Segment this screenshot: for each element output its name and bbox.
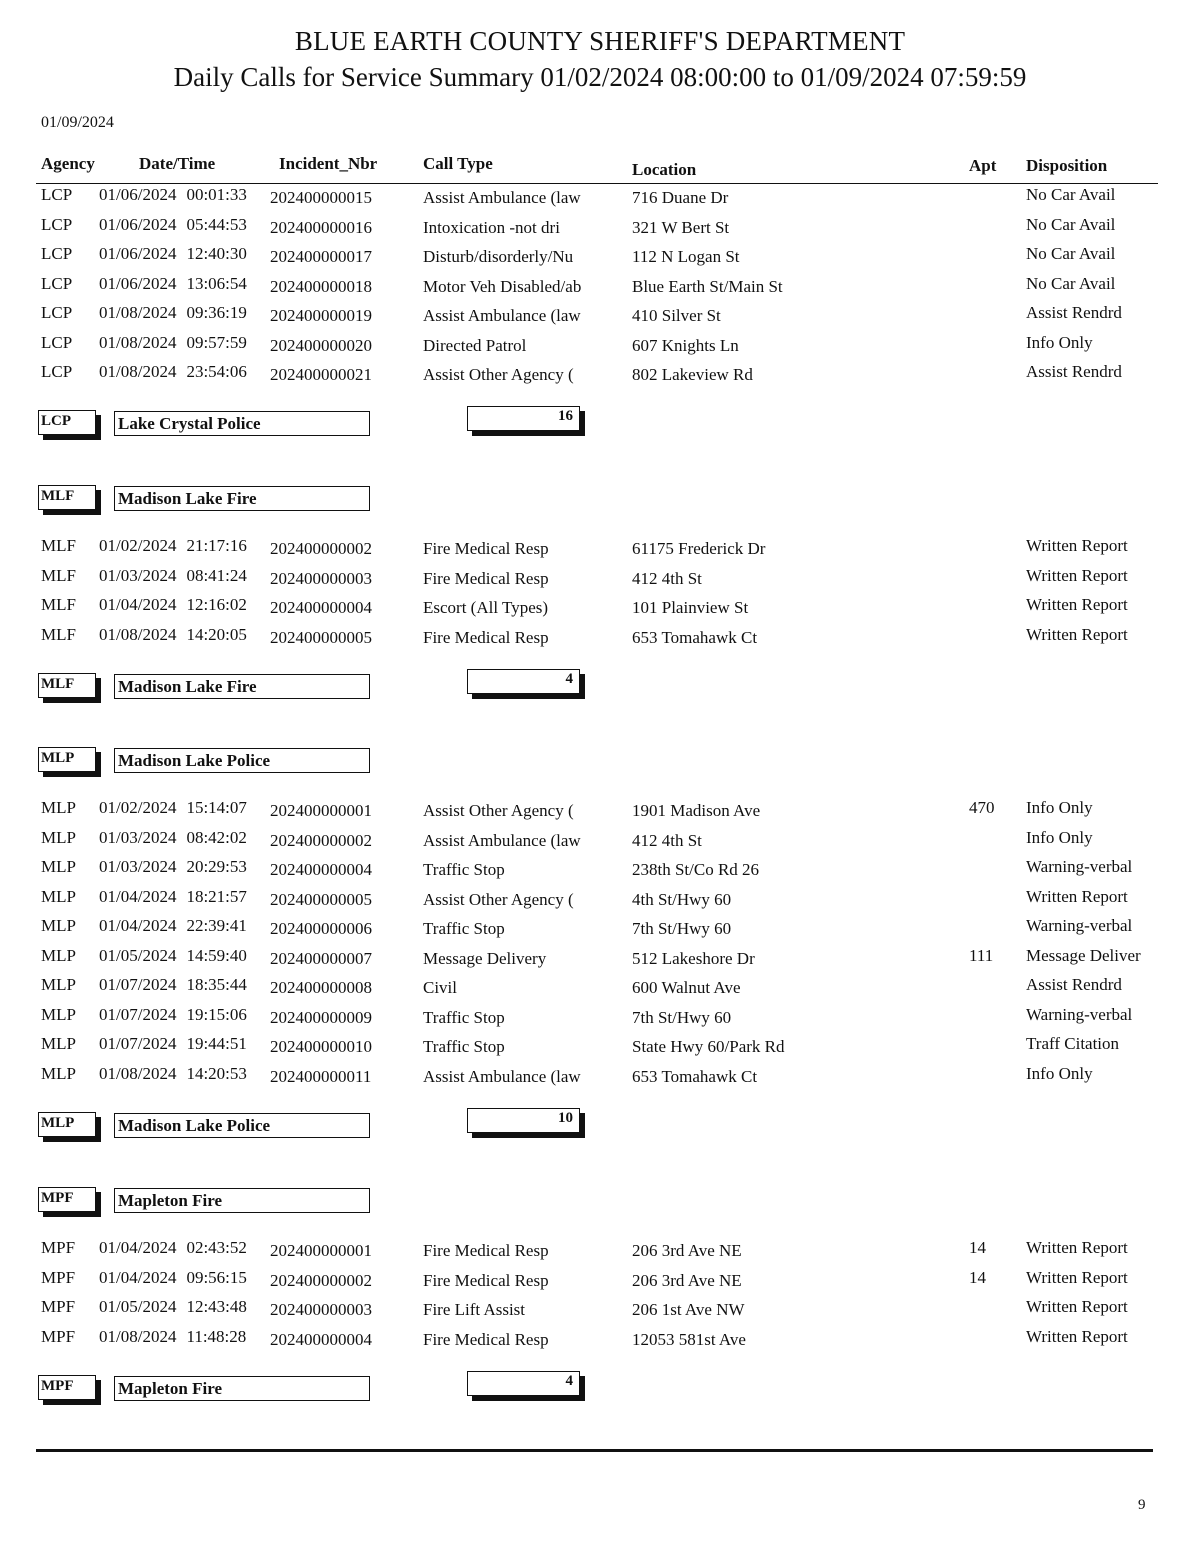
cell-incident: 202400000001: [270, 801, 372, 820]
cell-datetime: [99, 916, 247, 936]
cell-incident: 202400000021: [270, 365, 372, 384]
cell-agency: LCP: [41, 332, 73, 352]
cell-time: 19:44:51: [186, 1034, 247, 1053]
cell-incident: 202400000017: [270, 247, 372, 266]
cell-location: 7th St/Hwy 60: [632, 919, 732, 938]
cell-location: 101 Plainview St: [632, 598, 749, 617]
section-footer-name-badge: Madison Lake Fire: [114, 674, 370, 699]
cell-date: 01/06/2024: [99, 185, 177, 204]
print-date: 01/09/2024: [41, 114, 114, 131]
cell-agency: MLF: [41, 624, 76, 644]
cell-location: 716 Duane Dr: [632, 188, 729, 207]
cell-time: 08:42:02: [186, 827, 247, 847]
cell-disposition: Written Report: [1026, 1238, 1128, 1257]
cell-disposition: No Car Avail: [1026, 244, 1116, 263]
table-row: [0, 536, 1200, 560]
cell-date: 01/05/2024: [99, 1297, 177, 1316]
cell-agency: MPF: [41, 1326, 76, 1346]
cell-location: 410 Silver St: [632, 306, 721, 325]
cell-call-type: Assist Ambulance (law: [423, 188, 581, 207]
cell-time: 12:16:02: [186, 595, 247, 614]
cell-datetime: [99, 975, 247, 995]
cell-time: 14:59:40: [186, 945, 247, 965]
cell-date: 01/08/2024: [99, 332, 177, 352]
cell-datetime: [99, 946, 247, 966]
cell-time: 09:57:59: [186, 332, 247, 352]
cell-time: 18:35:44: [186, 975, 247, 994]
cell-time: 11:48:28: [186, 1326, 247, 1346]
column-header-call-type: Call Type: [423, 154, 493, 173]
column-header-disposition: Disposition: [1026, 156, 1108, 175]
cell-agency: MLP: [41, 886, 76, 906]
cell-disposition: Assist Rendrd: [1026, 303, 1122, 322]
table-row: [0, 215, 1200, 239]
cell-disposition: Written Report: [1026, 1267, 1128, 1287]
cell-disposition: No Car Avail: [1026, 214, 1116, 234]
cell-incident: 202400000019: [270, 306, 372, 325]
cell-datetime: [99, 595, 247, 615]
cell-incident: 202400000016: [270, 217, 372, 237]
cell-agency: MLP: [41, 1004, 76, 1024]
cell-date: 01/08/2024: [99, 1326, 177, 1346]
cell-disposition: Assist Rendrd: [1026, 975, 1122, 994]
column-header-location: Location: [632, 160, 697, 179]
cell-incident: 202400000004: [270, 860, 372, 879]
table-row: [0, 185, 1200, 209]
cell-location: 1901 Madison Ave: [632, 801, 761, 820]
cell-apt: 14: [969, 1267, 986, 1287]
cell-time: 09:56:15: [186, 1267, 247, 1287]
cell-agency: MLP: [41, 916, 76, 935]
cell-datetime: [99, 566, 247, 586]
header-rule: [36, 183, 1158, 184]
cell-agency: MLF: [41, 565, 76, 585]
section-footer-code-badge: LCP: [38, 410, 96, 435]
cell-datetime: [99, 185, 247, 205]
cell-call-type: Assist Other Agency (: [423, 889, 574, 909]
cell-time: 13:06:54: [186, 273, 247, 293]
cell-location: State Hwy 60/Park Rd: [632, 1037, 785, 1056]
section-footer-count-badge: 16: [467, 406, 580, 431]
cell-call-type: Traffic Stop: [423, 1007, 505, 1027]
cell-incident: 202400000005: [270, 627, 372, 647]
cell-apt: 14: [969, 1238, 986, 1257]
cell-agency: MLP: [41, 1063, 76, 1083]
cell-location: 238th St/Co Rd 26: [632, 860, 760, 879]
cell-location: 412 4th St: [632, 830, 702, 850]
cell-time: 20:29:53: [186, 857, 247, 876]
cell-incident: 202400000015: [270, 188, 372, 207]
cell-agency: LCP: [41, 244, 73, 263]
cell-location: 112 N Logan St: [632, 247, 740, 266]
cell-call-type: Traffic Stop: [423, 919, 505, 938]
table-row: [0, 244, 1200, 268]
cell-disposition: No Car Avail: [1026, 273, 1116, 293]
cell-agency: LCP: [41, 303, 73, 322]
cell-date: 01/08/2024: [99, 1063, 177, 1083]
table-row: [0, 625, 1200, 649]
table-row: [0, 1327, 1200, 1351]
cell-call-type: Escort (All Types): [423, 598, 549, 617]
cell-date: 01/07/2024: [99, 975, 177, 994]
cell-call-type: Traffic Stop: [423, 860, 505, 879]
cell-call-type: Fire Medical Resp: [423, 1329, 549, 1349]
cell-time: 19:15:06: [186, 1004, 247, 1024]
cell-date: 01/04/2024: [99, 1267, 177, 1287]
cell-agency: LCP: [41, 185, 73, 204]
cell-datetime: [99, 536, 247, 556]
cell-call-type: Assist Ambulance (law: [423, 830, 581, 850]
cell-incident: 202400000003: [270, 568, 372, 588]
section-footer-code-badge: MLF: [38, 673, 96, 698]
table-row: [0, 916, 1200, 940]
cell-date: 01/08/2024: [99, 362, 177, 381]
cell-disposition: Written Report: [1026, 886, 1128, 906]
table-row: [0, 362, 1200, 386]
cell-disposition: Written Report: [1026, 536, 1128, 555]
cell-agency: MLP: [41, 975, 76, 994]
cell-time: 12:40:30: [186, 244, 247, 263]
cell-incident: 202400000001: [270, 1241, 372, 1260]
cell-datetime: [99, 887, 247, 907]
table-row: [0, 1034, 1200, 1058]
cell-agency: MLF: [41, 595, 76, 614]
cell-call-type: Assist Ambulance (law: [423, 306, 581, 325]
cell-time: 18:21:57: [186, 886, 247, 906]
cell-location: 512 Lakeshore Dr: [632, 948, 755, 968]
cell-date: 01/05/2024: [99, 945, 177, 965]
cell-location: 7th St/Hwy 60: [632, 1007, 732, 1027]
cell-time: 02:43:52: [186, 1238, 247, 1257]
column-header-datetime: Date/Time: [139, 154, 216, 173]
cell-datetime: [99, 1005, 247, 1025]
cell-incident: 202400000005: [270, 889, 372, 909]
cell-agency: MLP: [41, 857, 76, 876]
cell-call-type: Civil: [423, 978, 458, 997]
cell-disposition: Written Report: [1026, 595, 1128, 614]
cell-incident: 202400000007: [270, 948, 372, 968]
cell-datetime: [99, 1034, 247, 1054]
cell-disposition: Written Report: [1026, 1326, 1128, 1346]
column-header-agency: Agency: [41, 154, 95, 173]
cell-incident: 202400000004: [270, 1329, 372, 1349]
cell-incident: 202400000008: [270, 978, 372, 997]
section-header-code-badge: MPF: [38, 1187, 96, 1212]
cell-time: 00:01:33: [186, 185, 247, 204]
table-row: [0, 1238, 1200, 1262]
cell-disposition: Written Report: [1026, 565, 1128, 585]
section-header-code-badge: MLP: [38, 747, 96, 772]
cell-agency: MPF: [41, 1297, 76, 1316]
cell-date: 01/08/2024: [99, 624, 177, 644]
cell-date: 01/06/2024: [99, 214, 177, 234]
section-header-code-badge: MLF: [38, 485, 96, 510]
cell-time: 21:17:16: [186, 536, 247, 555]
table-row: [0, 566, 1200, 590]
section-footer-count-badge: 4: [467, 1371, 580, 1396]
cell-call-type: Fire Medical Resp: [423, 1270, 549, 1290]
cell-time: 08:41:24: [186, 565, 247, 585]
section-footer-count-badge: 10: [467, 1108, 580, 1133]
cell-call-type: Fire Medical Resp: [423, 1241, 549, 1260]
cell-location: 206 3rd Ave NE: [632, 1241, 742, 1260]
cell-date: 01/04/2024: [99, 886, 177, 906]
cell-call-type: Assist Other Agency (: [423, 365, 574, 384]
cell-agency: MLP: [41, 798, 76, 817]
cell-location: 802 Lakeview Rd: [632, 365, 753, 384]
cell-call-type: Motor Veh Disabled/ab: [423, 276, 582, 296]
cell-disposition: Assist Rendrd: [1026, 362, 1122, 381]
cell-time: 23:54:06: [186, 362, 247, 381]
cell-agency: MLP: [41, 827, 76, 847]
section-footer-code-badge: MPF: [38, 1375, 96, 1400]
cell-agency: LCP: [41, 362, 73, 381]
cell-date: 01/04/2024: [99, 1238, 177, 1257]
cell-disposition: Info Only: [1026, 332, 1093, 352]
table-row: [0, 1268, 1200, 1292]
cell-datetime: [99, 1297, 247, 1317]
cell-disposition: Written Report: [1026, 624, 1128, 644]
cell-date: 01/04/2024: [99, 916, 177, 935]
cell-datetime: [99, 333, 247, 353]
cell-location: 412 4th St: [632, 568, 702, 588]
cell-datetime: [99, 1238, 247, 1258]
cell-time: 14:20:05: [186, 624, 247, 644]
cell-call-type: Fire Medical Resp: [423, 539, 549, 558]
cell-location: 61175 Frederick Dr: [632, 539, 766, 558]
table-row: [0, 595, 1200, 619]
cell-call-type: Fire Medical Resp: [423, 568, 549, 588]
table-row: [0, 975, 1200, 999]
cell-location: 653 Tomahawk Ct: [632, 627, 758, 647]
cell-location: 4th St/Hwy 60: [632, 889, 732, 909]
column-header-apt: Apt: [969, 156, 997, 175]
cell-incident: 202400000006: [270, 919, 372, 938]
cell-datetime: [99, 828, 247, 848]
section-header-name-badge: Madison Lake Police: [114, 748, 370, 773]
cell-incident: 202400000018: [270, 276, 372, 296]
cell-call-type: Assist Ambulance (law: [423, 1066, 581, 1086]
cell-agency: MPF: [41, 1267, 76, 1287]
cell-agency: MLF: [41, 536, 76, 555]
cell-date: 01/03/2024: [99, 827, 177, 847]
cell-date: 01/04/2024: [99, 595, 177, 614]
cell-datetime: [99, 362, 247, 382]
cell-agency: LCP: [41, 273, 73, 293]
cell-agency: LCP: [41, 214, 73, 234]
cell-datetime: [99, 1327, 246, 1347]
table-row: [0, 798, 1200, 822]
cell-date: 01/07/2024: [99, 1034, 177, 1053]
cell-call-type: Fire Medical Resp: [423, 627, 549, 647]
table-row: [0, 333, 1200, 357]
cell-disposition: Info Only: [1026, 827, 1093, 847]
cell-location: 600 Walnut Ave: [632, 978, 741, 997]
cell-incident: 202400000009: [270, 1007, 372, 1027]
report-subtitle: Daily Calls for Service Summary 01/02/2024 08:00:00 to 01/09/2024 07:59:59: [173, 62, 1027, 92]
table-row: [0, 303, 1200, 327]
cell-call-type: Traffic Stop: [423, 1037, 505, 1056]
table-row: [0, 946, 1200, 970]
cell-apt: 111: [969, 945, 994, 965]
cell-time: 22:39:41: [186, 916, 247, 935]
cell-datetime: [99, 625, 247, 645]
cell-call-type: Directed Patrol: [423, 335, 527, 355]
cell-date: 01/02/2024: [99, 798, 177, 817]
cell-incident: 202400000020: [270, 335, 372, 355]
cell-location: 321 W Bert St: [632, 217, 730, 237]
cell-datetime: [99, 274, 247, 294]
cell-location: Blue Earth St/Main St: [632, 276, 783, 296]
cell-incident: 202400000011: [270, 1066, 372, 1086]
cell-datetime: [99, 215, 247, 235]
cell-incident: 202400000003: [270, 1300, 372, 1319]
page-number: 9: [1138, 1497, 1146, 1513]
cell-call-type: Fire Lift Assist: [423, 1300, 526, 1319]
column-header-incident: Incident_Nbr: [279, 154, 378, 173]
section-footer-count-badge: 4: [467, 669, 580, 694]
section-footer-name-badge: Madison Lake Police: [114, 1113, 370, 1138]
cell-incident: 202400000010: [270, 1037, 372, 1056]
cell-call-type: Disturb/disorderly/Nu: [423, 247, 574, 266]
table-row: [0, 274, 1200, 298]
cell-incident: 202400000002: [270, 830, 372, 850]
cell-datetime: [99, 1268, 247, 1288]
cell-datetime: [99, 857, 247, 877]
table-row: [0, 1064, 1200, 1088]
cell-agency: MLP: [41, 945, 76, 965]
section-footer-name-badge: Lake Crystal Police: [114, 411, 370, 436]
section-footer-code-badge: MLP: [38, 1112, 96, 1137]
cell-call-type: Intoxication -not dri: [423, 217, 560, 237]
cell-date: 01/03/2024: [99, 857, 177, 876]
cell-time: 12:43:48: [186, 1297, 247, 1316]
cell-datetime: [99, 303, 247, 323]
cell-disposition: Traff Citation: [1026, 1034, 1120, 1053]
cell-call-type: Assist Other Agency (: [423, 801, 574, 820]
cell-datetime: [99, 1064, 247, 1084]
section-header-name-badge: Madison Lake Fire: [114, 486, 370, 511]
report-title: BLUE EARTH COUNTY SHERIFF'S DEPARTMENT: [294, 26, 906, 56]
table-row: [0, 828, 1200, 852]
bottom-rule: [36, 1449, 1153, 1452]
cell-incident: 202400000002: [270, 539, 372, 558]
cell-datetime: [99, 244, 247, 264]
cell-location: 653 Tomahawk Ct: [632, 1066, 758, 1086]
cell-disposition: Warning-verbal: [1026, 1004, 1133, 1024]
cell-incident: 202400000002: [270, 1270, 372, 1290]
cell-location: 206 1st Ave NW: [632, 1300, 745, 1319]
cell-time: 05:44:53: [186, 214, 247, 234]
cell-location: 607 Knights Ln: [632, 335, 739, 355]
cell-disposition: Written Report: [1026, 1297, 1128, 1316]
cell-time: 14:20:53: [186, 1063, 247, 1083]
cell-incident: 202400000004: [270, 598, 372, 617]
cell-location: 12053 581st Ave: [632, 1329, 746, 1349]
table-row: [0, 887, 1200, 911]
cell-disposition: Warning-verbal: [1026, 857, 1133, 876]
table-row: [0, 1005, 1200, 1029]
cell-location: 206 3rd Ave NE: [632, 1270, 742, 1290]
cell-date: 01/06/2024: [99, 273, 177, 293]
table-row: [0, 857, 1200, 881]
cell-apt: 470: [969, 798, 995, 817]
cell-time: 09:36:19: [186, 303, 247, 322]
cell-date: 01/08/2024: [99, 303, 177, 322]
cell-datetime: [99, 798, 247, 818]
cell-disposition: Info Only: [1026, 798, 1093, 817]
cell-agency: MPF: [41, 1238, 76, 1257]
section-header-name-badge: Mapleton Fire: [114, 1188, 370, 1213]
cell-date: 01/07/2024: [99, 1004, 177, 1024]
cell-disposition: Message Deliver: [1026, 945, 1141, 965]
cell-call-type: Message Delivery: [423, 948, 547, 968]
cell-date: 01/02/2024: [99, 536, 177, 555]
table-row: [0, 1297, 1200, 1321]
cell-disposition: Info Only: [1026, 1063, 1093, 1083]
cell-date: 01/06/2024: [99, 244, 177, 263]
cell-date: 01/03/2024: [99, 565, 177, 585]
cell-disposition: Warning-verbal: [1026, 916, 1133, 935]
cell-disposition: No Car Avail: [1026, 185, 1116, 204]
cell-time: 15:14:07: [186, 798, 247, 817]
cell-agency: MLP: [41, 1034, 76, 1053]
section-footer-name-badge: Mapleton Fire: [114, 1376, 370, 1401]
